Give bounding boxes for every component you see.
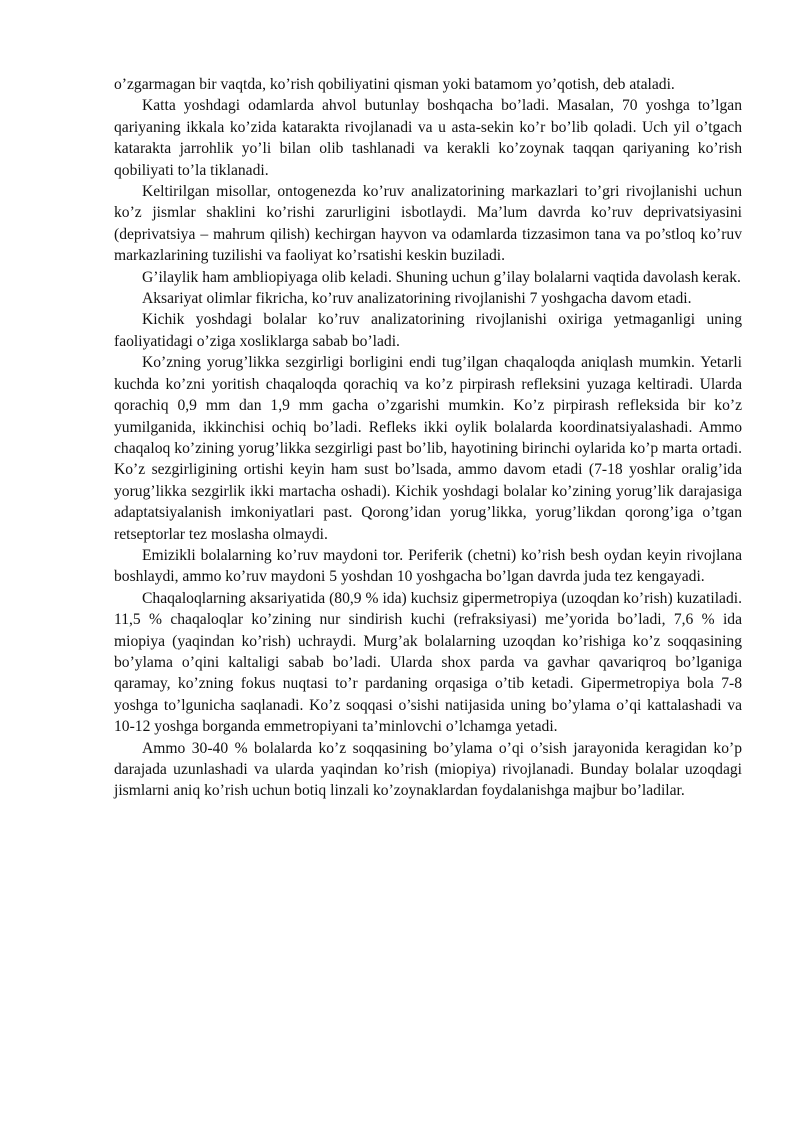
- paragraph-strabismus: G’ilaylik ham ambliopiyaga olib keladi. Shuning uchun g’ilay bolalarni vaqtida davolash kerak.: [142, 268, 741, 286]
- paragraph-myopia: Ammo 30-40 % bolalarda ko’z soqqasining bo’ylama o’qi o’sish jarayonida keragidan ko’p darajada uzunlashadi va ularda yaqindan ko’rish (miopiya) rivojlanadi. Bunday bolalar uzoqdagi jismlarni aniq ko’rish uchun botiq linzali ko’zoynaklardan foydalanishga majbur bo’ladilar.: [114, 739, 742, 800]
- document-page: [114, 74, 742, 802]
- paragraph-development-age: Aksariyat olimlar fikricha, ko’ruv analizatorining rivojlanishi 7 yoshgacha davom etadi.: [142, 290, 692, 308]
- paragraph-elderly-cataract: Katta yoshdagi odamlarda ahvol butunlay boshqacha bo’ladi. Masalan, 70 yoshga to’lgan qariyaning ikkala ko’zida katarakta rivojlanadi va u asta-sekin ko’r bo’lib qoladi. Uch yil o’tgach katarakta jarrohlik yo’li bilan olib tashlanadi va kerakli ko’zoynak taqqan qariyaning ko’rish qobiliyati to’la tiklanadi.: [114, 97, 742, 179]
- paragraph-deprivation: Keltirilgan misollar, ontogenezda ko’ruv analizatorining markazlari to’gri rivojlanishi uchun ko’z jismlar shaklini ko’rishi zarurligini isbotlaydi. Ma’lum davrda ko’ruv deprivatsiyasini (deprivatsiya – mahrum qilish) kechirgan hayvon va odamlarda tizzasimon tana va po’stloq ko’ruv markazlarining tuzilishi va faoliyat ko’rsatishi keskin buziladi.: [114, 183, 742, 265]
- paragraph-light-sensitivity: Ko’zning yorug’likka sezgirligi borligini endi tug’ilgan chaqaloqda aniqlash mumkin. Yetarli kuchda ko’zni yoritish chaqaloqda qorachiq va ko’z pirpirash refleksini yuzaga keltiradi. Ularda qorachiq 0,9 mm dan 1,9 mm gacha o’zgarishi mumkin. Ko’z pirpirash refleksida bir ko’z yumilganida, ikkinchisi ochiq bo’ladi. Refleks ikki oylik bolalarda koordinatsiyalashadi. Ammo chaqaloq ko’zining yorug’likka sezgirligi past bo’lib, hayotining birinchi oylarida ko’p marta ortadi. Ko’z sezgirligining ortishi keyin ham sust bo’lsada, ammo davom etadi (7-18 yoshlar oralig’ida yorug’likka sezgirlik ikki martacha oshadi). Kichik yoshdagi bolalar ko’zining yorug’lik darajasiga adaptatsiyalanish imkoniyatlari past. Qorong’idan yorug’likka, yorug’likdan qorong’iga o’tgan retseptorlar tez moslasha olmaydi.: [114, 354, 742, 543]
- paragraph-hypermetropia: Chaqaloqlarning aksariyatida (80,9 % ida) kuchsiz gipermetropiya (uzoqdan ko’rish) kuzatiladi. 11,5 % chaqaloqlar ko’zining nur sindirish kuchi (refraksiyasi) me’yorida bo’ladi, 7,6 % ida miopiya (yaqindan ko’rish) uchraydi. Murg’ak bolalarning uzoqdan ko’rishiga ko’z soqqasining bo’ylama o’qini kaltaligi sabab bo’ladi. Ularda shox parda va gavhar qavariqroq bo’lganiga qaramay, ko’zning fokus nuqtasi to’r pardaning orqasiga o’tib ketadi. Gipermetropiya bola 7-8 yoshga to’lgunicha saqlanadi. Ko’z soqqasi o’sishi natijasida uning bo’ylama o’qi kattalashadi va 10-12 yoshga borganda emmetropiyani ta’minlovchi o’lchamga yetadi.: [114, 589, 742, 736]
- paragraph-continuation: o’zgarmagan bir vaqtda, ko’rish qobiliyatini qisman yoki batamom yo’qotish, deb ataladi.: [114, 76, 675, 93]
- paragraph-visual-field: Emizikli bolalarning ko’ruv maydoni tor. Periferik (chetni) ko’rish besh oydan keyin rivojlana boshlaydi, ammo ko’ruv maydoni 5 yoshdan 10 yoshgacha bo’lgan davrda juda tez kengayadi.: [114, 546, 742, 586]
- paragraph-young-children: Kichik yoshdagi bolalar ko’ruv analizatorining rivojlanishi oxiriga yetmaganligi uning faoliyatidagi o’ziga xosliklarga sabab bo’ladi.: [114, 311, 742, 350]
